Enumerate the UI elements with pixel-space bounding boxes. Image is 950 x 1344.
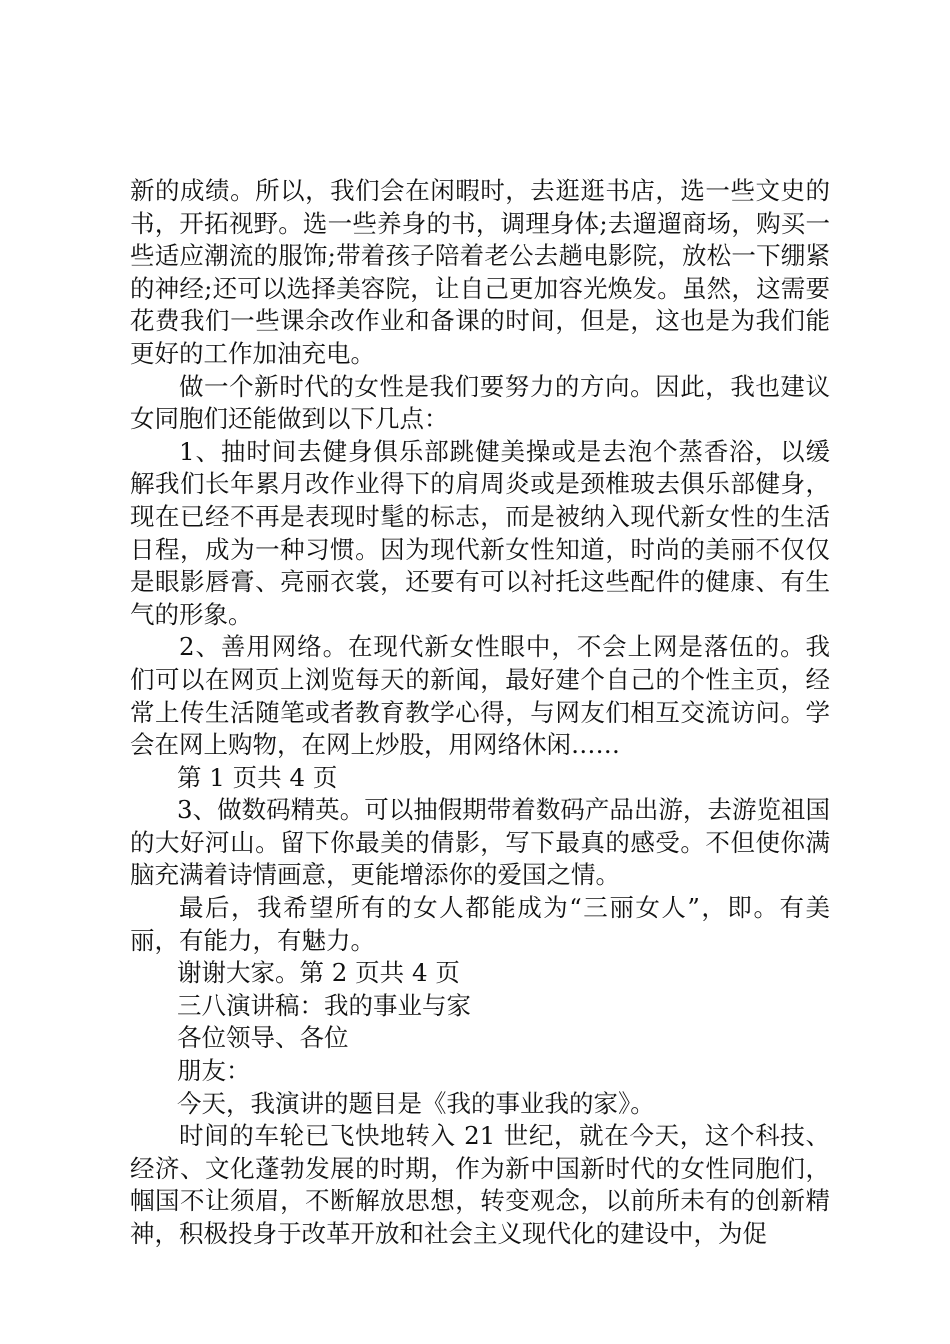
paragraph-6: 最后，我希望所有的女人都能成为“三丽女人”，即。有美丽，有能力，有魅力。: [130, 893, 830, 955]
paragraph-2: 做一个新时代的女性是我们要努力的方向。因此，我也建议女同胞们还能做到以下几点：: [130, 371, 830, 434]
paragraph-4: 2、善用网络。在现代新女性眼中，不会上网是落伍的。我们可以在网页上浏览每天的新闻，最好建个自己的个性主页，经常上传生活随笔或者教育教学心得，与网友们相互交流访问。学会在网上购物，在网上炒股，用网络休闲……: [130, 632, 830, 760]
salutation-line-2: 朋友：: [177, 1056, 251, 1086]
page-footer-1: 第 1 页共 4 页: [177, 762, 338, 792]
salutation-line-1: 各位领导、各位: [177, 1023, 349, 1053]
document-body: [130, 175, 830, 1251]
paragraph-1: 新的成绩。所以，我们会在闲暇时，去逛逛书店，选一些文史的书，开拓视野。选一些养身的书，调理身体;去遛遛商场，购买一些适应潮流的服饰;带着孩子陪着老公去趟电影院，放松一下绷紧的神经;还可以选择美容院，让自己更加容光焕发。虽然，这需要花费我们一些课余改作业和备课的时间，但是，这也是为我们能更好的工作加油充电。: [130, 176, 830, 368]
paragraph-7: 今天，我演讲的题目是《我的事业我的家》。: [177, 1088, 655, 1118]
speech-title: 三八演讲稿：我的事业与家: [177, 990, 471, 1020]
paragraph-5: 3、做数码精英。可以抽假期带着数码产品出游，去游览祖国的大好河山。留下你最美的倩影，写下最真的感受。不但使你满脑充满着诗情画意，更能增添你的爱国之情。: [130, 795, 830, 890]
page-footer-2: 谢谢大家。第 2 页共 4 页: [177, 958, 460, 988]
paragraph-8: 时间的车轮已飞快地转入 21 世纪，就在今天，这个科技、经济、文化蓬勃发展的时期，作为新中国新时代的女性同胞们，帼国不让须眉，不断解放思想，转变观念，以前所未有的创新精神，积极投身于改革开放和社会主义现代化的建设中，为促: [130, 1121, 830, 1248]
paragraph-3: 1、抽时间去健身俱乐部跳健美操或是去泡个蒸香浴，以缓解我们长年累月改作业得下的肩周炎或是颈椎玻去俱乐部健身，现在已经不再是表现时髦的标志，而是被纳入现代新女性的生活日程，成为一种习惯。因为现代新女性知道，时尚的美丽不仅仅是眼影唇膏、亮丽衣裳，还要有可以衬托这些配件的健康、有生气的形象。: [130, 436, 830, 629]
